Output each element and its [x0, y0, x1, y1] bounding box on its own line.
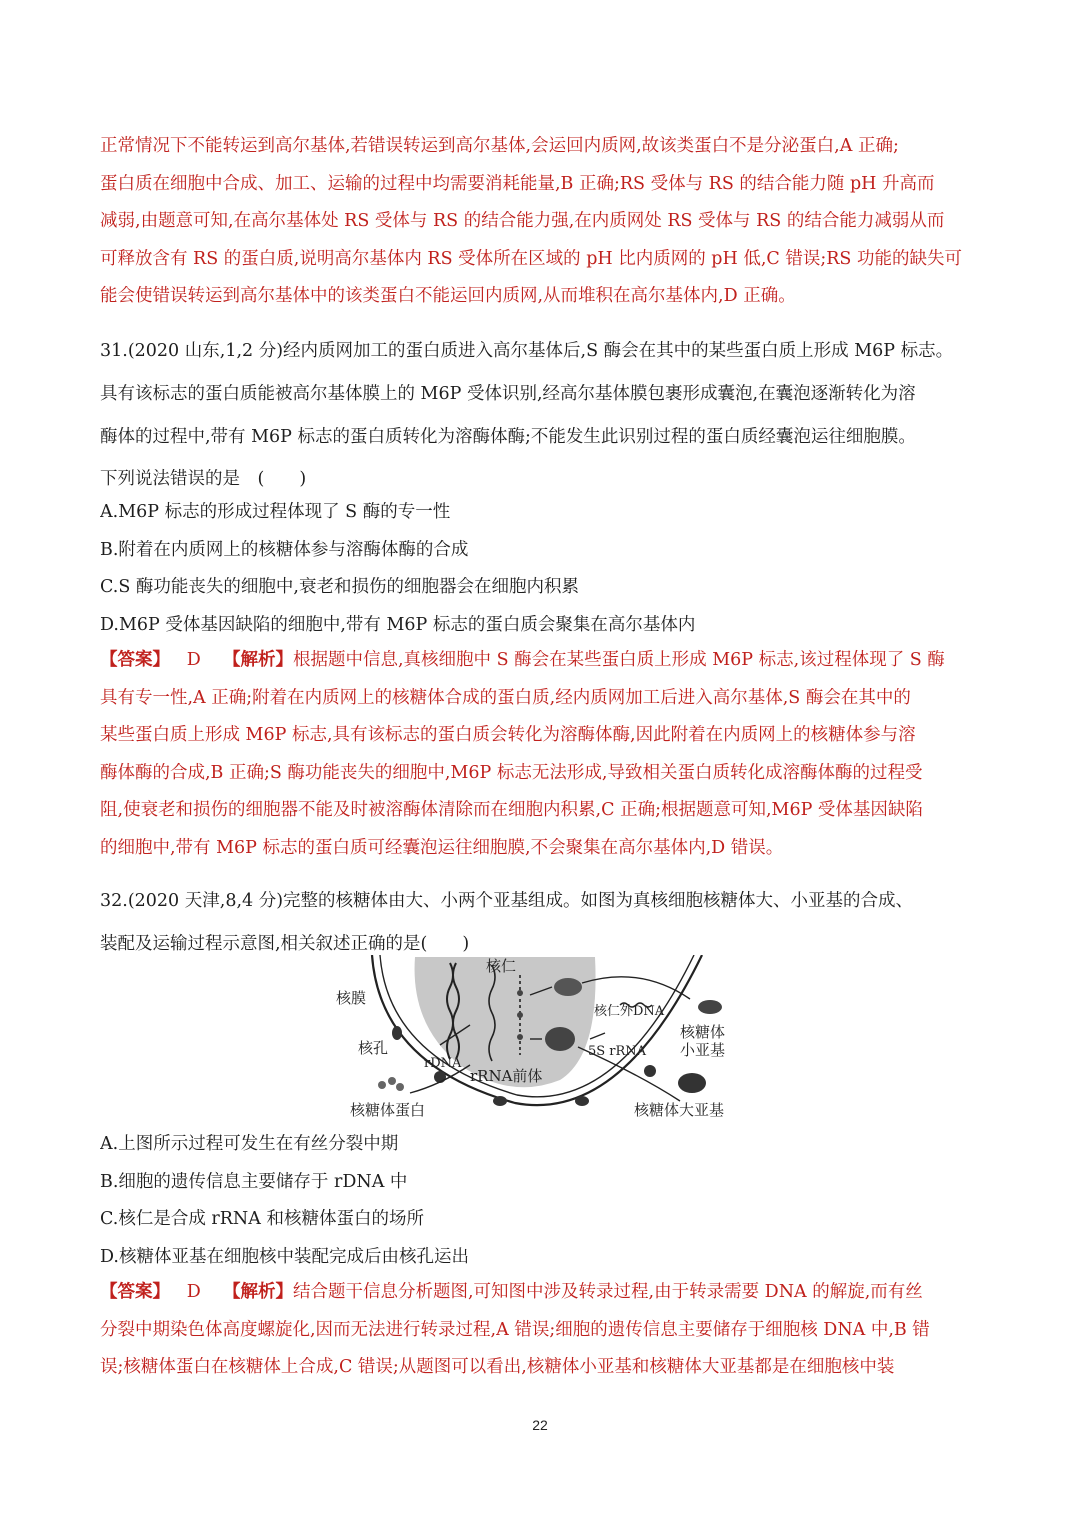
text-line: 能会使错误转运到高尔基体中的该类蛋白不能运回内质网,从而堆积在高尔基体内,D 正确。 — [100, 286, 796, 306]
label-small-subunit-1: 核糖体 — [680, 1023, 726, 1041]
question-31 — [100, 330, 985, 459]
small-subunit-shape — [554, 978, 582, 996]
small-subunit-outside-shape — [698, 1000, 722, 1014]
question-stem: 下列说法错误的是 ( ) — [100, 469, 307, 489]
arrow — [590, 1033, 605, 1039]
nuclear-pore — [575, 1096, 589, 1106]
label-large-subunit: 核糖体大亚基 — [634, 1101, 725, 1119]
answer-value: D — [186, 1282, 201, 1302]
analysis-line: 误;核糖体蛋白在核糖体上合成,C 错误;从题图可以看出,核糖体小亚基和核糖体大亚基都是在细胞核中装 — [100, 1357, 895, 1377]
ribosomal-protein-shape — [388, 1077, 396, 1085]
label-nuclear-pore: 核孔 — [358, 1039, 389, 1057]
answer-32 — [100, 1274, 985, 1387]
option-b: B.附着在内质网上的核糖体参与溶酶体酶的合成 — [100, 539, 469, 560]
question-31-stem — [100, 467, 985, 491]
analysis-line: 的细胞中,带有 M6P 标志的蛋白质可经囊泡运往细胞膜,不会聚集在高尔基体内,D 错误。 — [100, 837, 784, 858]
answer-31 — [100, 642, 985, 867]
question-31-options — [100, 494, 985, 644]
nuclear-pore — [493, 1096, 507, 1106]
analysis-line: 酶体酶的合成,B 正确;S 酶功能丧失的细胞中,M6P 标志无法形成,导致相关蛋白质转化成溶酶体酶的过程受 — [100, 762, 923, 783]
analysis-tag: 【解析】 — [223, 650, 293, 670]
answer-value: D — [186, 650, 201, 670]
text-line: 可释放含有 RS 的蛋白质,说明高尔基体内 RS 受体所在区域的 pH 比内质网的 pH 低,C 错误;RS 功能的缺失可 — [100, 248, 962, 269]
option-a: A.M6P 标志的形成过程体现了 S 酶的专一性 — [100, 502, 451, 522]
answer-tag: 【答案】 — [100, 1282, 170, 1302]
rrna-precursor — [517, 1012, 523, 1018]
option-a: A.上图所示过程可发生在有丝分裂中期 — [100, 1134, 399, 1154]
large-subunit-outside-shape — [678, 1073, 706, 1093]
option-d: D.M6P 受体基因缺陷的细胞中,带有 M6P 标志的蛋白质会聚集在高尔基体内 — [100, 614, 696, 635]
question-line: 装配及运输过程示意图,相关叙述正确的是( ) — [100, 934, 470, 954]
answer-first-line — [100, 1274, 985, 1312]
nuclear-pore — [392, 1026, 402, 1040]
option-c: C.核仁是合成 rRNA 和核糖体蛋白的场所 — [100, 1209, 424, 1229]
analysis-line: 某些蛋白质上形成 M6P 标志,具有该标志的蛋白质会转化为溶酶体酶,因此附着在内质网上的核糖体参与溶 — [100, 725, 916, 745]
analysis-continuation — [100, 128, 985, 316]
question-line: 31.(2020 山东,1,2 分)经内质网加工的蛋白质进入高尔基体后,S 酶会在其中的某些蛋白质上形成 M6P 标志。 — [100, 341, 954, 361]
ribosome-diagram — [320, 955, 780, 1125]
answer-tag: 【答案】 — [100, 650, 170, 670]
ribosomal-protein-shape — [396, 1083, 404, 1091]
analysis-line: 具有专一性,A 正确;附着在内质网上的核糖体合成的蛋白质,经内质网加工后进入高尔基体,S 酶会在其中的 — [100, 687, 911, 708]
question-line: 32.(2020 天津,8,4 分)完整的核糖体由大、小两个亚基组成。如图为真核细胞核糖体大、小亚基的合成、 — [100, 891, 914, 911]
option-d: D.核糖体亚基在细胞核中装配完成后由核孔运出 — [100, 1246, 469, 1267]
rrna-precursor — [517, 990, 523, 996]
analysis-line: 分裂中期染色体高度螺旋化,因而无法进行转录过程,A 错误;细胞的遗传信息主要储存于细胞核 DNA 中,B 错 — [100, 1319, 930, 1340]
option-b: B.细胞的遗传信息主要储存于 rDNA 中 — [100, 1171, 408, 1192]
label-rrna-precursor: rRNA前体 — [470, 1067, 543, 1085]
label-nucleolus: 核仁 — [486, 957, 517, 975]
analysis-text: 结合题干信息分析题图,可知图中涉及转录过程,由于转录需要 DNA 的解旋,而有丝 — [293, 1282, 923, 1302]
text-line: 正常情况下不能转运到高尔基体,若错误转运到高尔基体,会运回内质网,故该类蛋白不是分泌蛋白,A 正确; — [100, 136, 899, 156]
question-line: 具有该标志的蛋白质能被高尔基体膜上的 M6P 受体识别,经高尔基体膜包裹形成囊泡,在囊泡逐渐转化为溶 — [100, 384, 916, 404]
analysis-line: 阻,使衰老和损伤的细胞器不能及时被溶酶体清除而在细胞内积累,C 正确;根据题意可知,M6P 受体基因缺陷 — [100, 800, 923, 820]
ribosome-diagram-svg — [320, 955, 780, 1125]
label-nuclear-envelope: 核膜 — [336, 989, 367, 1007]
answer-first-line — [100, 642, 985, 680]
label-ribosomal-protein: 核糖体蛋白 — [350, 1101, 426, 1119]
option-c: C.S 酶功能丧失的细胞中,衰老和损伤的细胞器会在细胞内积累 — [100, 577, 579, 597]
question-line: 酶体的过程中,带有 M6P 标志的蛋白质转化为溶酶体酶;不能发生此识别过程的蛋白质经囊泡运往细胞膜。 — [100, 427, 916, 447]
arrow — [582, 977, 690, 999]
question-32 — [100, 880, 985, 966]
text-line: 蛋白质在细胞中合成、加工、运输的过程中均需要消耗能量,B 正确;RS 受体与 RS 的结合能力随 pH 升高而 — [100, 173, 935, 194]
label-small-subunit-2: 小亚基 — [680, 1041, 726, 1059]
nuclear-pore — [434, 1071, 446, 1083]
label-extranucleolar-dna: 核仁外DNA — [594, 1004, 665, 1019]
large-subunit-shape — [545, 1027, 575, 1051]
analysis-text: 根据题中信息,真核细胞中 S 酶会在某些蛋白质上形成 M6P 标志,该过程体现了 S 酶 — [293, 650, 945, 670]
analysis-tag: 【解析】 — [223, 1282, 293, 1302]
label-5s-rrna: 5S rRNA — [588, 1044, 647, 1059]
nuclear-pore — [644, 1065, 656, 1077]
question-32-options — [100, 1126, 985, 1276]
rrna-precursor — [517, 1034, 523, 1040]
text-line: 减弱,由题意可知,在高尔基体处 RS 受体与 RS 的结合能力强,在内质网处 RS 受体与 RS 的结合能力减弱从而 — [100, 211, 945, 231]
page-number: 22 — [532, 1417, 548, 1433]
ribosomal-protein-shape — [378, 1081, 386, 1089]
label-rdna: rDNA — [424, 1056, 462, 1071]
